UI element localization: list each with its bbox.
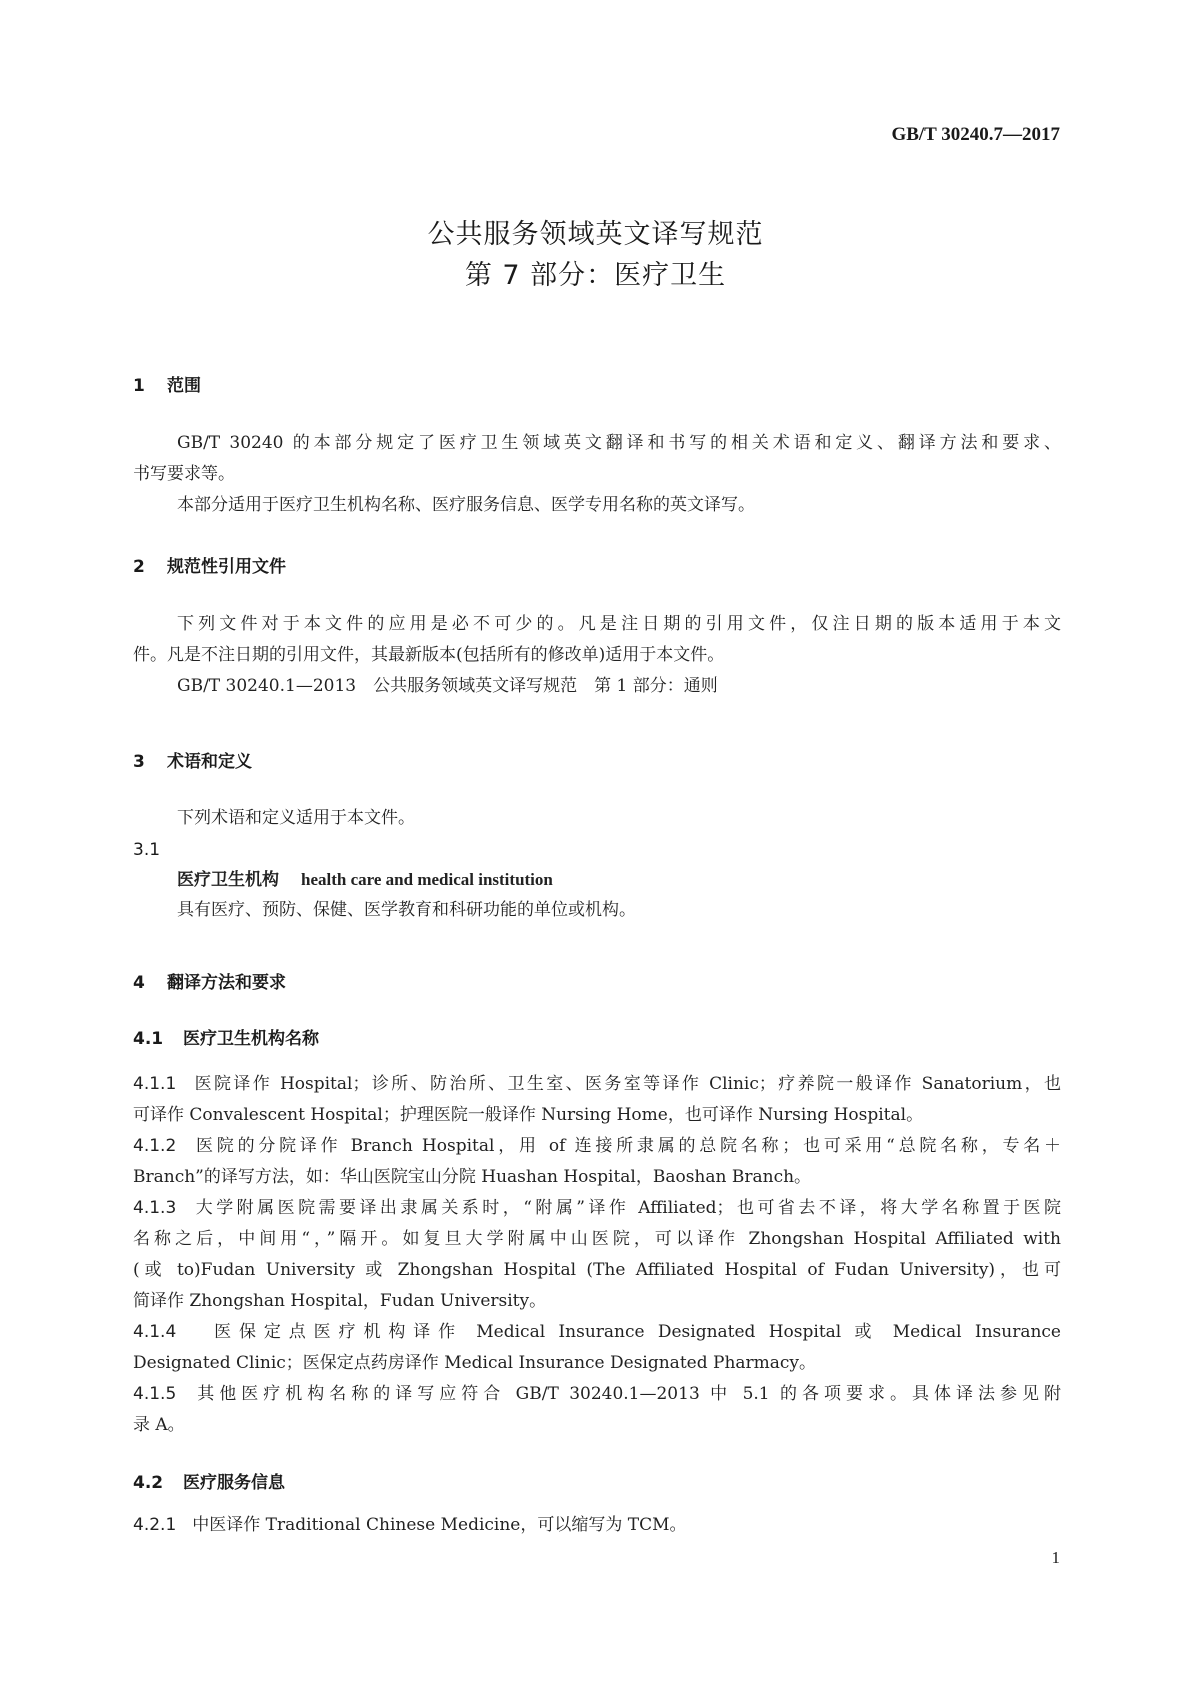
subsection-4-2-heading [133,1468,285,1493]
paragraph: 本部分适用于医疗卫生机构名称、医疗服务信息、医学专用名称的英文译写。 [177,495,755,515]
section-2-heading [133,552,286,577]
clause-4-1-4 [133,1317,1061,1348]
subsection-number: 4.2 [133,1473,164,1493]
document-title: 公共服务领域英文译写规范 [427,219,764,250]
clause-text: 其他医疗机构名称的译写应符合 GB/T 30240.1—2013 中 5.1 的各项要求。具体译法参见附 [192,1384,1061,1404]
term-chinese: 医疗卫生机构 [177,870,279,890]
section-number: 1 [133,376,145,396]
section-1-heading [133,371,201,396]
clause-4-1-1 [133,1069,1061,1100]
clause-text-line: (或 to)Fudan University 或 Zhongshan Hospital (The Affiliated Hospital of Fudan University)，也可 [133,1260,1061,1280]
clause-4-1-3 [133,1193,1061,1224]
paragraph: 书写要求等。 [133,464,235,484]
clause-text: 医院的分院译作 Branch Hospital，用 of 连接所隶属的总院名称；也可采用“总院名称，专名＋ [192,1136,1061,1156]
page-number: 1 [1051,1548,1060,1567]
clause-number: 4.1.5 [133,1384,177,1404]
clause-text-line: 可译作 Convalescent Hospital；护理医院一般译作 Nursing Home，也可译作 Nursing Hospital。 [133,1105,924,1125]
section-number: 3 [133,752,145,772]
section-4-heading [133,968,286,993]
clause-number: 4.2.1 [133,1515,177,1535]
subsection-4-1-heading [133,1024,319,1049]
clause-4-2-1 [133,1510,1061,1541]
section-title: 规范性引用文件 [167,557,286,577]
subsection-title: 医疗卫生机构名称 [183,1029,319,1049]
subsection-title: 医疗服务信息 [183,1473,285,1493]
section-number: 4 [133,973,145,993]
subsection-number: 4.1 [133,1029,164,1049]
normative-reference: GB/T 30240.1—2013 公共服务领域英文译写规范 第 1 部分：通则 [177,676,718,696]
clause-number: 4.1.2 [133,1136,177,1156]
clause-text-line: Designated Clinic；医保定点药房译作 Medical Insurance Designated Pharmacy。 [133,1353,817,1373]
paragraph: 件。凡是不注日期的引用文件，其最新版本(包括所有的修改单)适用于本文件。 [133,645,725,665]
clause-text: 中医译作 Traditional Chinese Medicine，可以缩写为 TCM。 [192,1515,687,1535]
clause-4-1-2 [133,1131,1061,1162]
term-definition: 具有医疗、预防、保健、医学教育和科研功能的单位或机构。 [177,900,636,920]
clause-text-line: 名称之后，中间用“，”隔开。如复旦大学附属中山医院，可以译作 Zhongshan Hospital Affiliated with [133,1229,1061,1249]
clause-4-1-5 [133,1379,1061,1410]
clause-text-line: Branch”的译写方法，如：华山医院宝山分院 Huashan Hospital，Baoshan Branch。 [133,1167,812,1187]
clause-text-line: 录 A。 [133,1415,185,1435]
section-title: 翻译方法和要求 [167,973,286,993]
clause-text: 医保定点医疗机构译作 Medical Insurance Designated Hospital 或 Medical Insurance [206,1322,1061,1342]
clause-number: 4.1.1 [133,1074,177,1094]
term-english: health care and medical institution [301,870,553,889]
clause-text-line: 简译作 Zhongshan Hospital，Fudan University。 [133,1291,547,1311]
section-title: 范围 [167,376,201,396]
clause-number: 4.1.4 [133,1322,177,1342]
section-title: 术语和定义 [167,752,252,772]
document-subtitle: 第 7 部分：医疗卫生 [464,260,727,291]
section-3-heading [133,747,252,772]
paragraph: 下列文件对于本文件的应用是必不可少的。凡是注日期的引用文件，仅注日期的版本适用于本文 [177,614,1061,634]
term-number: 3.1 [133,840,161,860]
standard-code: GB/T 30240.7—2017 [891,124,1060,145]
section-number: 2 [133,557,145,577]
paragraph: GB/T 30240 的本部分规定了医疗卫生领域英文翻译和书写的相关术语和定义、翻译方法和要求、 [177,433,1061,453]
clause-number: 4.1.3 [133,1198,177,1218]
paragraph: 下列术语和定义适用于本文件。 [177,808,415,828]
clause-text: 大学附属医院需要译出隶属关系时，“附属”译作 Affiliated；也可省去不译，将大学名称置于医院 [192,1198,1061,1218]
clause-text: 医院译作 Hospital；诊所、防治所、卫生室、医务室等译作 Clinic；疗养院一般译作 Sanatorium，也 [192,1074,1061,1094]
term-entry [177,864,877,896]
